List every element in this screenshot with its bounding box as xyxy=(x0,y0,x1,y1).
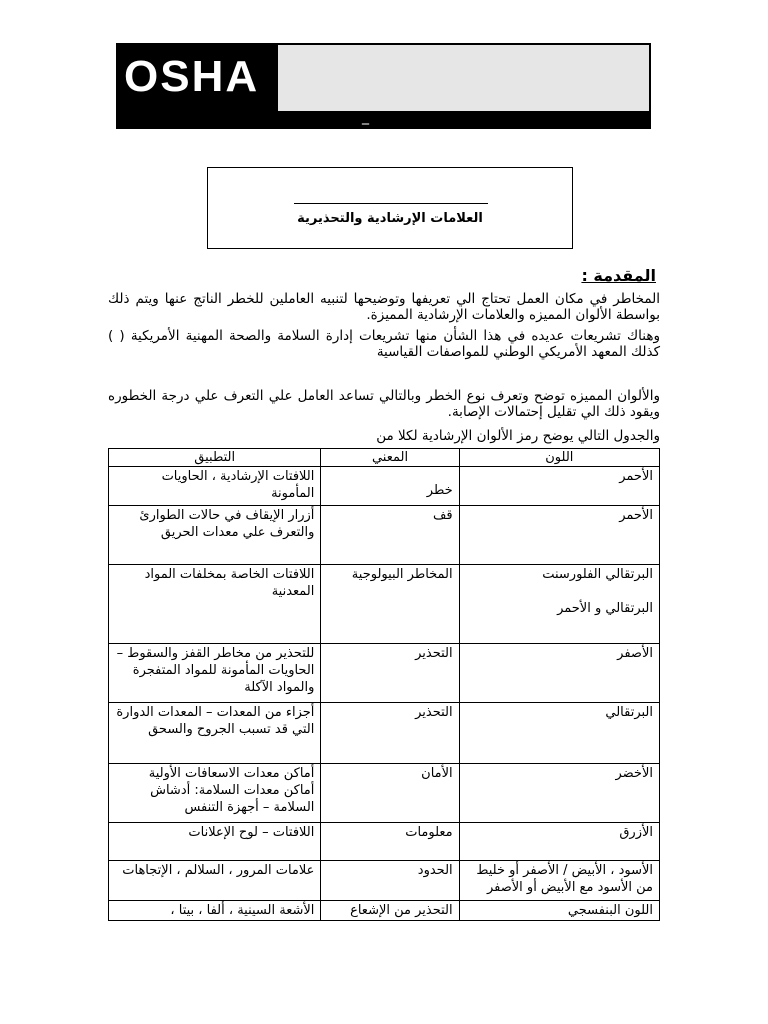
cell-application: للتحذير من مخاطر القفز والسقوط – الحاويات المأمونة للمواد المتفجرة والمواد الآكلة xyxy=(109,644,321,703)
header-panel xyxy=(278,45,649,111)
table-row xyxy=(109,467,660,506)
intro-heading: المقدمة : xyxy=(581,266,656,285)
title-box xyxy=(207,167,573,249)
cell-application: الأشعة السينية ، ألفا ، بيتا ، xyxy=(109,901,321,921)
cell-color: الأخضر xyxy=(459,764,659,823)
cell-application: اللافتات – لوح الإعلانات xyxy=(109,823,321,861)
cell-application: أماكن معدات الاسعافات الأولية أماكن معدات السلامة: أدشاش السلامة – أجهزة التنفس xyxy=(109,764,321,823)
cell-application: اللافتات الإرشادية ، الحاويات المأمونة xyxy=(109,467,321,506)
intro-paragraph-2: وهناك تشريعات عديده في هذا الشأن منها تشريعات إدارة السلامة والصحة المهنية الأمريكية ( ) كذلك المعهد الأمريكي الوطني للمواصفات القياسية xyxy=(108,328,660,360)
header-application: التطبيق xyxy=(109,449,321,467)
cell-meaning: التحذير xyxy=(321,703,459,764)
table-row xyxy=(109,823,660,861)
cell-meaning: التحذير xyxy=(321,644,459,703)
cell-meaning: الأمان xyxy=(321,764,459,823)
cell-color: الأزرق xyxy=(459,823,659,861)
table-row xyxy=(109,861,660,901)
cell-color-text: البرتقالي الفلورسنت xyxy=(542,567,653,582)
table-header-row xyxy=(109,449,660,467)
cell-application: اللافتات الخاصة بمخلفات المواد المعدنية xyxy=(109,565,321,644)
intro-paragraph-3: والألوان المميزه توضح وتعرف نوع الخطر وبالتالي تساعد العامل علي التعرف علي درجة الخطوره ويقود ذلك الي تقليل إحتمالات الإصابة. xyxy=(108,388,660,420)
cell-meaning xyxy=(321,467,459,506)
cell-application: أزرار الإيقاف في حالات الطوارئ والتعرف علي معدات الحريق xyxy=(109,506,321,565)
cell-meaning: التحذير من الإشعاع xyxy=(321,901,459,921)
osha-header-banner xyxy=(116,43,651,129)
safety-colors-table xyxy=(108,448,660,921)
table-row xyxy=(109,764,660,823)
cell-color xyxy=(459,565,659,644)
intro-paragraph-1: المخاطر في مكان العمل تحتاج الي تعريفها وتوضيحها لتنبيه العاملين للخطر الناتج عنها ويتم ذلك بواسطة الألوان المميزه والعلامات الإرشادية المميزة. xyxy=(108,291,660,323)
intro-paragraph-4: والجدول التالي يوضح رمز الألوان الإرشادية لكلا من xyxy=(376,428,660,444)
table-row xyxy=(109,703,660,764)
document-title: العلامات الإرشادية والتحذيرية xyxy=(297,211,483,226)
table-row xyxy=(109,901,660,921)
header-dash: _ xyxy=(362,109,369,125)
title-rule xyxy=(294,203,488,204)
cell-color: الأصفر xyxy=(459,644,659,703)
cell-meaning-text: خطر xyxy=(426,483,453,498)
table-row xyxy=(109,506,660,565)
cell-meaning: قف xyxy=(321,506,459,565)
cell-color: اللون البنفسجي xyxy=(459,901,659,921)
cell-color: الأسود ، الأبيض / الأصفر أو خليط من الأسود مع الأبيض أو الأصفر xyxy=(459,861,659,901)
header-meaning: المعني xyxy=(321,449,459,467)
osha-logo: OSHA xyxy=(124,52,260,101)
cell-meaning: الحدود xyxy=(321,861,459,901)
cell-application: علامات المرور ، السلالم ، الإتجاهات xyxy=(109,861,321,901)
cell-meaning: معلومات xyxy=(321,823,459,861)
cell-meaning: المخاطر البيولوجية xyxy=(321,565,459,644)
cell-color-extra: البرتقالي و الأحمر xyxy=(557,601,653,616)
cell-application: أجزاء من المعدات – المعدات الدوارة التي قد تسبب الجروح والسحق xyxy=(109,703,321,764)
cell-color: الأحمر xyxy=(459,506,659,565)
cell-color: الأحمر xyxy=(459,467,659,506)
table-row xyxy=(109,644,660,703)
header-color: اللون xyxy=(459,449,659,467)
cell-color: البرتقالي xyxy=(459,703,659,764)
table-row xyxy=(109,565,660,644)
